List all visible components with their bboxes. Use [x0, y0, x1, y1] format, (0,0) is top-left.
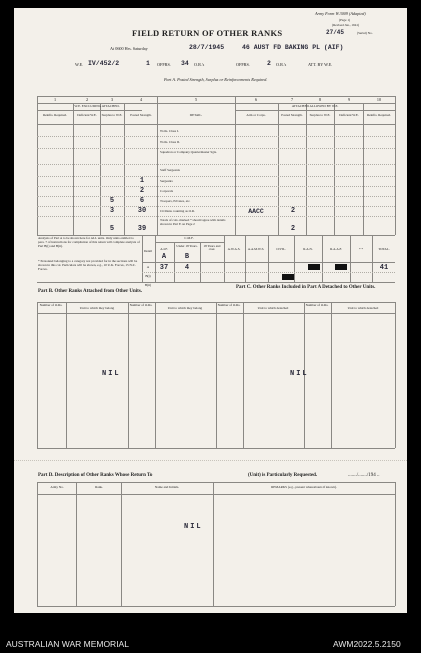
analysis-note: Analysis of Part A to be shown here for ALL units. Only units entitled to para. 7 of instructions for compilation of this return will complete analysis of Part B(i) and B(ii). [38, 236, 140, 248]
analysis-row-a: A [146, 265, 150, 269]
col-number: 2 [85, 97, 89, 102]
aamws-head: A.A.M.W.S. [247, 247, 265, 251]
analysis-under18-value: 4 [184, 264, 190, 272]
troopers-posted: 6 [139, 197, 145, 205]
col-number: 9 [347, 97, 351, 102]
col-head-deficient: Deficient W.E. [339, 113, 359, 117]
col-head-posted: Posted Strength. [281, 113, 303, 117]
totals-attached-posted: 2 [290, 225, 296, 233]
archive-footer [0, 637, 421, 653]
part-a-title: Part A. Posted Strength, Surplus or Reinforcements Required. [164, 77, 268, 82]
offrs2-label: OFFRS. [236, 62, 250, 67]
redaction-block [308, 264, 320, 270]
ran-head: R.A.N. [303, 247, 313, 251]
ors2-value: 2 [267, 60, 271, 67]
col-number: 10 [376, 97, 382, 102]
col-number: 5 [194, 97, 198, 102]
corporals-posted: 2 [139, 187, 145, 195]
col-number: 6 [254, 97, 258, 102]
analysis-aif-value: 37 [159, 264, 169, 272]
civilians-attached-posted: 2 [290, 207, 296, 215]
col-head-arm: Arm or Corps. [246, 113, 266, 117]
unit-name: 46 AUST FD BAKING PL (AIF) [242, 44, 344, 51]
part-b-title: Part B. Other Ranks Attached from Other Units. [38, 289, 143, 294]
analysis-row-bi: B(i) [145, 274, 151, 278]
civilians-arm: AACC [248, 208, 264, 215]
row-detail: Squadron or Company Quartermaster Sgts. [160, 150, 217, 154]
col-head-reinfts: Reinfts. Required. [42, 113, 68, 117]
part-d-col-rank: Rank. [95, 485, 103, 489]
row-detail: Civilians counting as O.R. [160, 209, 195, 213]
at-label: At 0600 Hrs. Saturday [110, 46, 148, 51]
civilians-surplus: 3 [109, 207, 115, 215]
totals-surplus: 5 [109, 225, 115, 233]
row-detail: Totals of cols. marked * should agree with details shown in Part E on Page 2 [160, 218, 226, 226]
ors2-label: O.R.'s [276, 62, 287, 67]
total-head: TOTAL. [378, 247, 390, 251]
serial-label: (Serial) No. [357, 31, 373, 35]
analysis-total-value: 41 [379, 264, 389, 272]
we-excluding-header: W.E. EXCLUDING ATTACHED. [74, 104, 120, 108]
row-detail: W.Os. Class I. [160, 129, 179, 133]
army-form-label: Army Form W.3009 (Adapted) [315, 11, 366, 16]
serial-number: 27/45 [326, 29, 345, 36]
col-number: 4 [139, 97, 143, 102]
awas-head: A.W.A.S. [227, 247, 241, 251]
analysis-detail-label: Detail [143, 249, 153, 253]
part-b-col-num: Number of O.Rs. [39, 303, 63, 307]
part-d-date: ......./......./194 .. [348, 473, 380, 478]
cmf-18-over: 18 Years and over. [203, 244, 221, 252]
part-d-title-mid: (Unit) is Particularly Requested. [248, 473, 318, 478]
civil-head: CIVIL. [276, 247, 286, 251]
detail-header: DETAIL. [189, 113, 203, 117]
part-d-title: Part D. Description of Other Ranks Whose Return To [38, 473, 153, 478]
part-c-col-unit: Unit to which detached [347, 306, 379, 310]
we-value: IV/452/2 [88, 60, 120, 67]
sergeants-posted: 1 [139, 177, 145, 185]
we-label: W.E. [75, 62, 84, 67]
row-detail: Corporals [160, 189, 174, 193]
att-label: ATT. BY W.E. [308, 62, 333, 67]
part-c-col-unit: Unit to which detached [257, 306, 289, 310]
col-head-posted: Posted Strength. [130, 113, 152, 117]
analysis-note-2: * Personnel belonging to a category not provided for in the sections will be shown in this col. Particulars will be shown, e.g., 10 U.K. Forces, 15 N.Z. Forces. [38, 259, 138, 271]
ors-value: 34 [181, 60, 189, 67]
part-b-nil: NIL [102, 370, 121, 378]
col-head-surplus: Surplus to W.E. [101, 113, 123, 117]
redaction-block [282, 274, 294, 280]
return-date: 28/7/1945 [189, 44, 225, 51]
redaction-block [335, 264, 347, 270]
part-d-col-name: Name and Initials. [154, 485, 180, 489]
troopers-surplus: 5 [109, 197, 115, 205]
raaf-head: R.A.A.F. [330, 247, 342, 251]
part-d-col-army: Army No. [50, 485, 64, 489]
footer-accession: AWM2022.5.2150 [333, 639, 401, 649]
cmf-aif: A.I.F. [160, 247, 168, 251]
part-c-title: Part C. Other Ranks Included in Part A Detached to Other Units. [236, 285, 376, 290]
form-sheet: Army Form W.3009 (Adapted) (Page 1) (Revised Jan., 1941) 27/45 (Serial) No. FIELD RETURN OF OTHER RANKS At 0600 Hrs. Saturday 28/7/1945 46 AUST FD BAKING PL (AIF) W.E. IV/452/2 OFFRS. 1 O.R.'s 34 OFFRS. O.R.'s 2 ATT. BY W.E. Part A. Posted Strength, Surplus or Reinforcements Required. 1 2 3 4 5 6 7 8 9 10 W.E. EXCLUDING ATTACHED. ATTACHED ALLOWED BY W.E. DETAIL. Reinfts. Required. Deficient W.E. Surplus to W.E. Posted Strength. Arm or Corps. Posted Strength. Surplus to W.E. Deficient W.E. Reinfts. Required. W.Os. Class I. W.Os. Class II. Squadron or Company Quartermaster Sgts. Staff Sergeants Sergeants Corporals Troopers, Privates, etc. Civilians counting as O.R. Totals of cols. marked * should agree with details shown in Part E on Page 2 1 2 5 6 3 30 AACC 2 5 39 2 Analysis of Part A to be shown here for ALL units. Only units entitled to para. 7 of instructions for compilation of this return will complete analysis of Part B(i) and B(ii). * Personnel belonging to a category not provided for in the sections will be shown in this col. Particulars will be shown, e.g., 10 U.K. Forces, 15 N.Z. Forces. Detail C.M.F. A.I.F. Under 18 Years. 18 Years and over. A.W.A.S. A.A.M.W.S. CIVIL. R.A.N. R.A.A.F. * * TOTAL. A B(i) B(ii) A B 37 4 41 Part B. Other Ranks Attached from Other Units. Part C. Other Ranks Included in Part A Detached to Other Units. Number of O.Rs. Unit to which they belong Number of O.Rs. Unit to which they belong Number of O.Rs. Unit to which detached Number of O.Rs. Unit to which detached NIL NIL Part D. Description of Other Ranks Whose Return To (Unit) is Particularly Requested. ......./......./194 .. Army No. Rank. Name and Initials. REMARKS (e.g., present whereabouts if known). NIL [14, 8, 407, 613]
row-detail: Sergeants [160, 179, 173, 183]
col-head-surplus: Surplus to W.E. [309, 113, 331, 117]
offrs-value: 1 [146, 60, 150, 67]
analysis-row-bii: B(ii) [144, 283, 152, 287]
col-head-deficient: Deficient W.E. [77, 113, 97, 117]
offrs-label: OFFRS. [157, 62, 171, 67]
part-c-nil: NIL [290, 370, 309, 378]
part-c-col-num: Number of O.Rs. [217, 303, 241, 307]
form-title: FIELD RETURN OF OTHER RANKS [132, 28, 283, 38]
cmf-under18: Under 18 Years. [176, 244, 198, 248]
part-b-col-num: Number of O.Rs. [129, 303, 153, 307]
col-head-reinfts: Reinfts. Required. [366, 113, 392, 117]
col-number: 8 [318, 97, 322, 102]
col-number: 1 [53, 97, 57, 102]
part-d-col-remarks: REMARKS (e.g., present whereabouts if known). [271, 485, 337, 489]
col-number: 3 [110, 97, 114, 102]
civilians-posted: 30 [137, 207, 147, 215]
col-number: 7 [290, 97, 294, 102]
part-b-col-unit: Unit to which they belong [79, 306, 115, 310]
cmf-label: C.M.F. [184, 236, 194, 240]
attached-header: ATTACHED ALLOWED BY W.E. [291, 104, 339, 108]
page-label: (Page 1) [339, 18, 351, 22]
row-detail: Staff Sergeants [160, 168, 180, 172]
part-b-col-unit: Unit to which they belong [167, 306, 203, 310]
totals-posted: 39 [137, 225, 147, 233]
row-detail: Troopers, Privates, etc. [160, 199, 191, 203]
other-head: * * [358, 247, 364, 251]
part-d-nil: NIL [184, 523, 203, 531]
row-detail: W.Os. Class II. [160, 140, 180, 144]
ors-label: O.R.'s [194, 62, 205, 67]
part-c-col-num: Number of O.Rs. [305, 303, 329, 307]
footer-institution: AUSTRALIAN WAR MEMORIAL [6, 639, 129, 649]
revised-label: (Revised Jan., 1941) [332, 23, 360, 27]
